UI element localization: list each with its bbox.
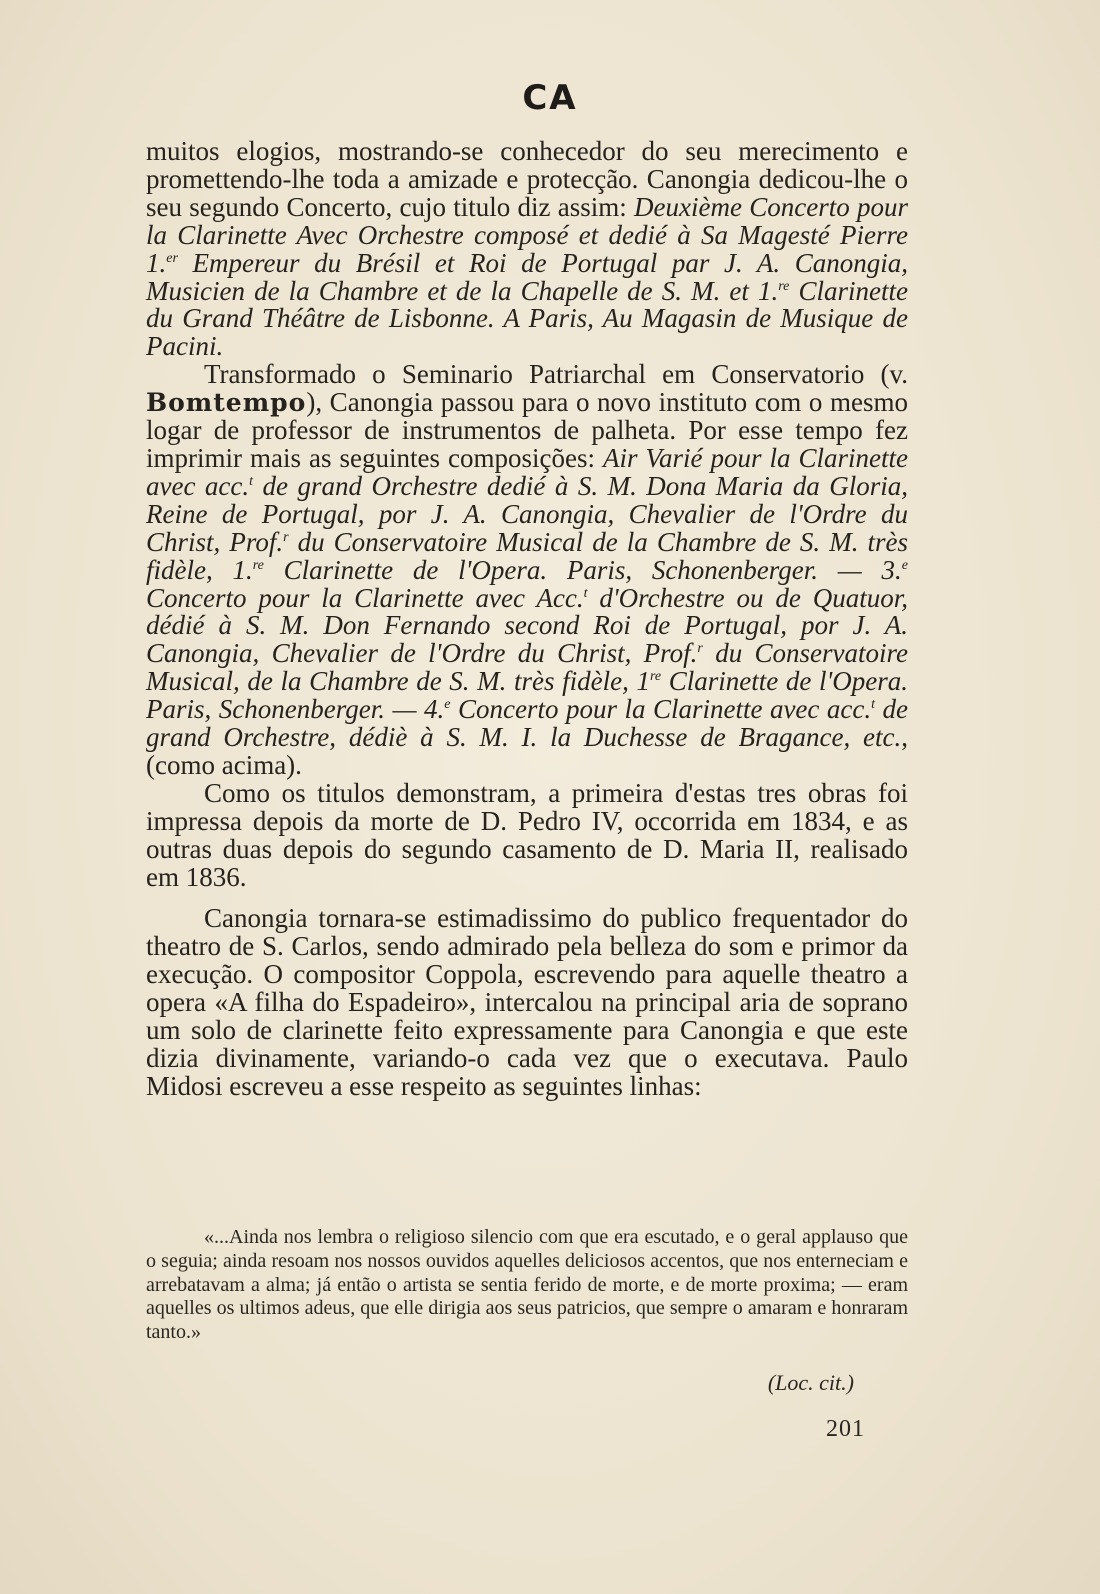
paragraph-3: Como os titulos demonstram, a primeira d'estas tres obras foi impressa depois da morte de D. Pedro IV, occorrida em 1834, e as outras duas depois do segundo casamento de D. Maria II, realisado em 1836. (146, 777, 908, 892)
page-number: 201 (826, 1416, 865, 1442)
text-run: ), Canongia passou para o novo instituto com o mesmo logar de professor de instrumentos de palheta. Por esse tempo fez imprimir mais as seguintes composições: (146, 387, 908, 473)
block-quote (146, 1226, 908, 1345)
superscript: t (583, 585, 588, 601)
text-run: , (como acima). (146, 722, 908, 780)
superscript: re (252, 557, 264, 573)
body-text (146, 138, 908, 1101)
superscript: r (697, 641, 703, 657)
work-title: de grand Orchestre, dédiè à S. M. I. la Duchesse de Bragance, etc. (146, 694, 909, 753)
quote-text: «...Ainda nos lembra o religioso silencio com que era escutado, e o geral applauso que o seguia; ainda resoam nos nossos ouvidos aquelles deliciosos accentos, que nos enterneciam e arrebatavam a alma; já então o artista se sentia ferido de morte, e de morte proxima; — eram aquelles os ultimos adeus, que elle dirigia aos seus patricios, que sempre o amaram e honraram tanto.» (146, 1226, 908, 1344)
superscript: re (778, 278, 790, 294)
paragraph-4: Canongia tornara-se estimadissimo do publico frequentador do theatro de S. Carlos, sendo admirado pela belleza do som e primor da execução. O compositor Coppola, escrevendo para aquelle theatro a opera «A filha do Espadeiro», intercalou na principal aria de soprano um solo de clarinette feito expressamente para Canongia e que este dizia divinamente, variando-o cada vez que o executava. Paulo Midosi escreveu a esse respeito as seguintes linhas: (146, 903, 908, 1101)
paragraph-1 (146, 138, 908, 361)
superscript: t (871, 697, 876, 713)
work-title: Clarinette de l'Opera. Paris, Schonenberger. — 3. (263, 554, 902, 585)
superscript: t (249, 473, 254, 489)
work-title: Air Varié pour la Clarinette avec acc. (146, 442, 908, 501)
text-run: Transformado o Seminario Patriarchal em Conservatorio (v. (204, 359, 908, 390)
running-head: CA (522, 78, 578, 118)
paragraph-2 (146, 361, 908, 780)
work-title: Concerto pour la Clarinette avec Acc. (146, 582, 584, 613)
cross-reference: Bomtempo (146, 388, 307, 418)
work-title: d'Orchestre ou de Quatuor, dédié à S. M. Don Fernando second Roi de Portugal, por J. A. Canongia, Chevalier de l'Ordre du Christ, Prof. (146, 582, 908, 669)
text-run: muitos elogios, mostrando-se conhecedor do seu merecimento e promettendo-lhe toda a amizade e protecção. Canongia dedicou-lhe o seu segundo Concerto, cujo titulo diz assim: (146, 136, 908, 222)
work-title: Empereur du Brésil et Roi de Portugal par J. A. Canongia, Musicien de la Chambre et de la Chapelle de S. M. et 1. (146, 247, 908, 306)
superscript: er (166, 250, 178, 266)
citation: (Loc. cit.) (767, 1370, 854, 1395)
superscript: e (901, 557, 908, 573)
work-title: du Conservatoire Musical, de la Chambre de S. M. très fidèle, 1 (146, 638, 908, 697)
work-title: Clarinette de l'Opera. Paris, Schonenberger. — 4. (146, 666, 908, 725)
work-title: Deuxième Concerto pour la Clarinette Avec Orchestre composé et dedié à Sa Magesté Pierre 1. (146, 191, 908, 278)
work-title: du Conservatoire Musical de la Chambre de S. M. très fidèle, 1. (146, 526, 908, 585)
work-title: Concerto pour la Clarinette avec acc. (450, 694, 872, 725)
superscript: re (649, 669, 662, 685)
work-title: de grand Orchestre dedié à S. M. Dona Maria da Gloria, Reine de Portugal, por J. A. Canongia, Chevalier de l'Ordre du Christ, Prof. (146, 470, 908, 557)
superscript: r (283, 529, 289, 545)
superscript: e (444, 697, 451, 713)
work-title: Clarinette du Grand Théâtre de Lisbonne. A Paris, Au Magasin de Musique de Pacini. (146, 275, 908, 362)
